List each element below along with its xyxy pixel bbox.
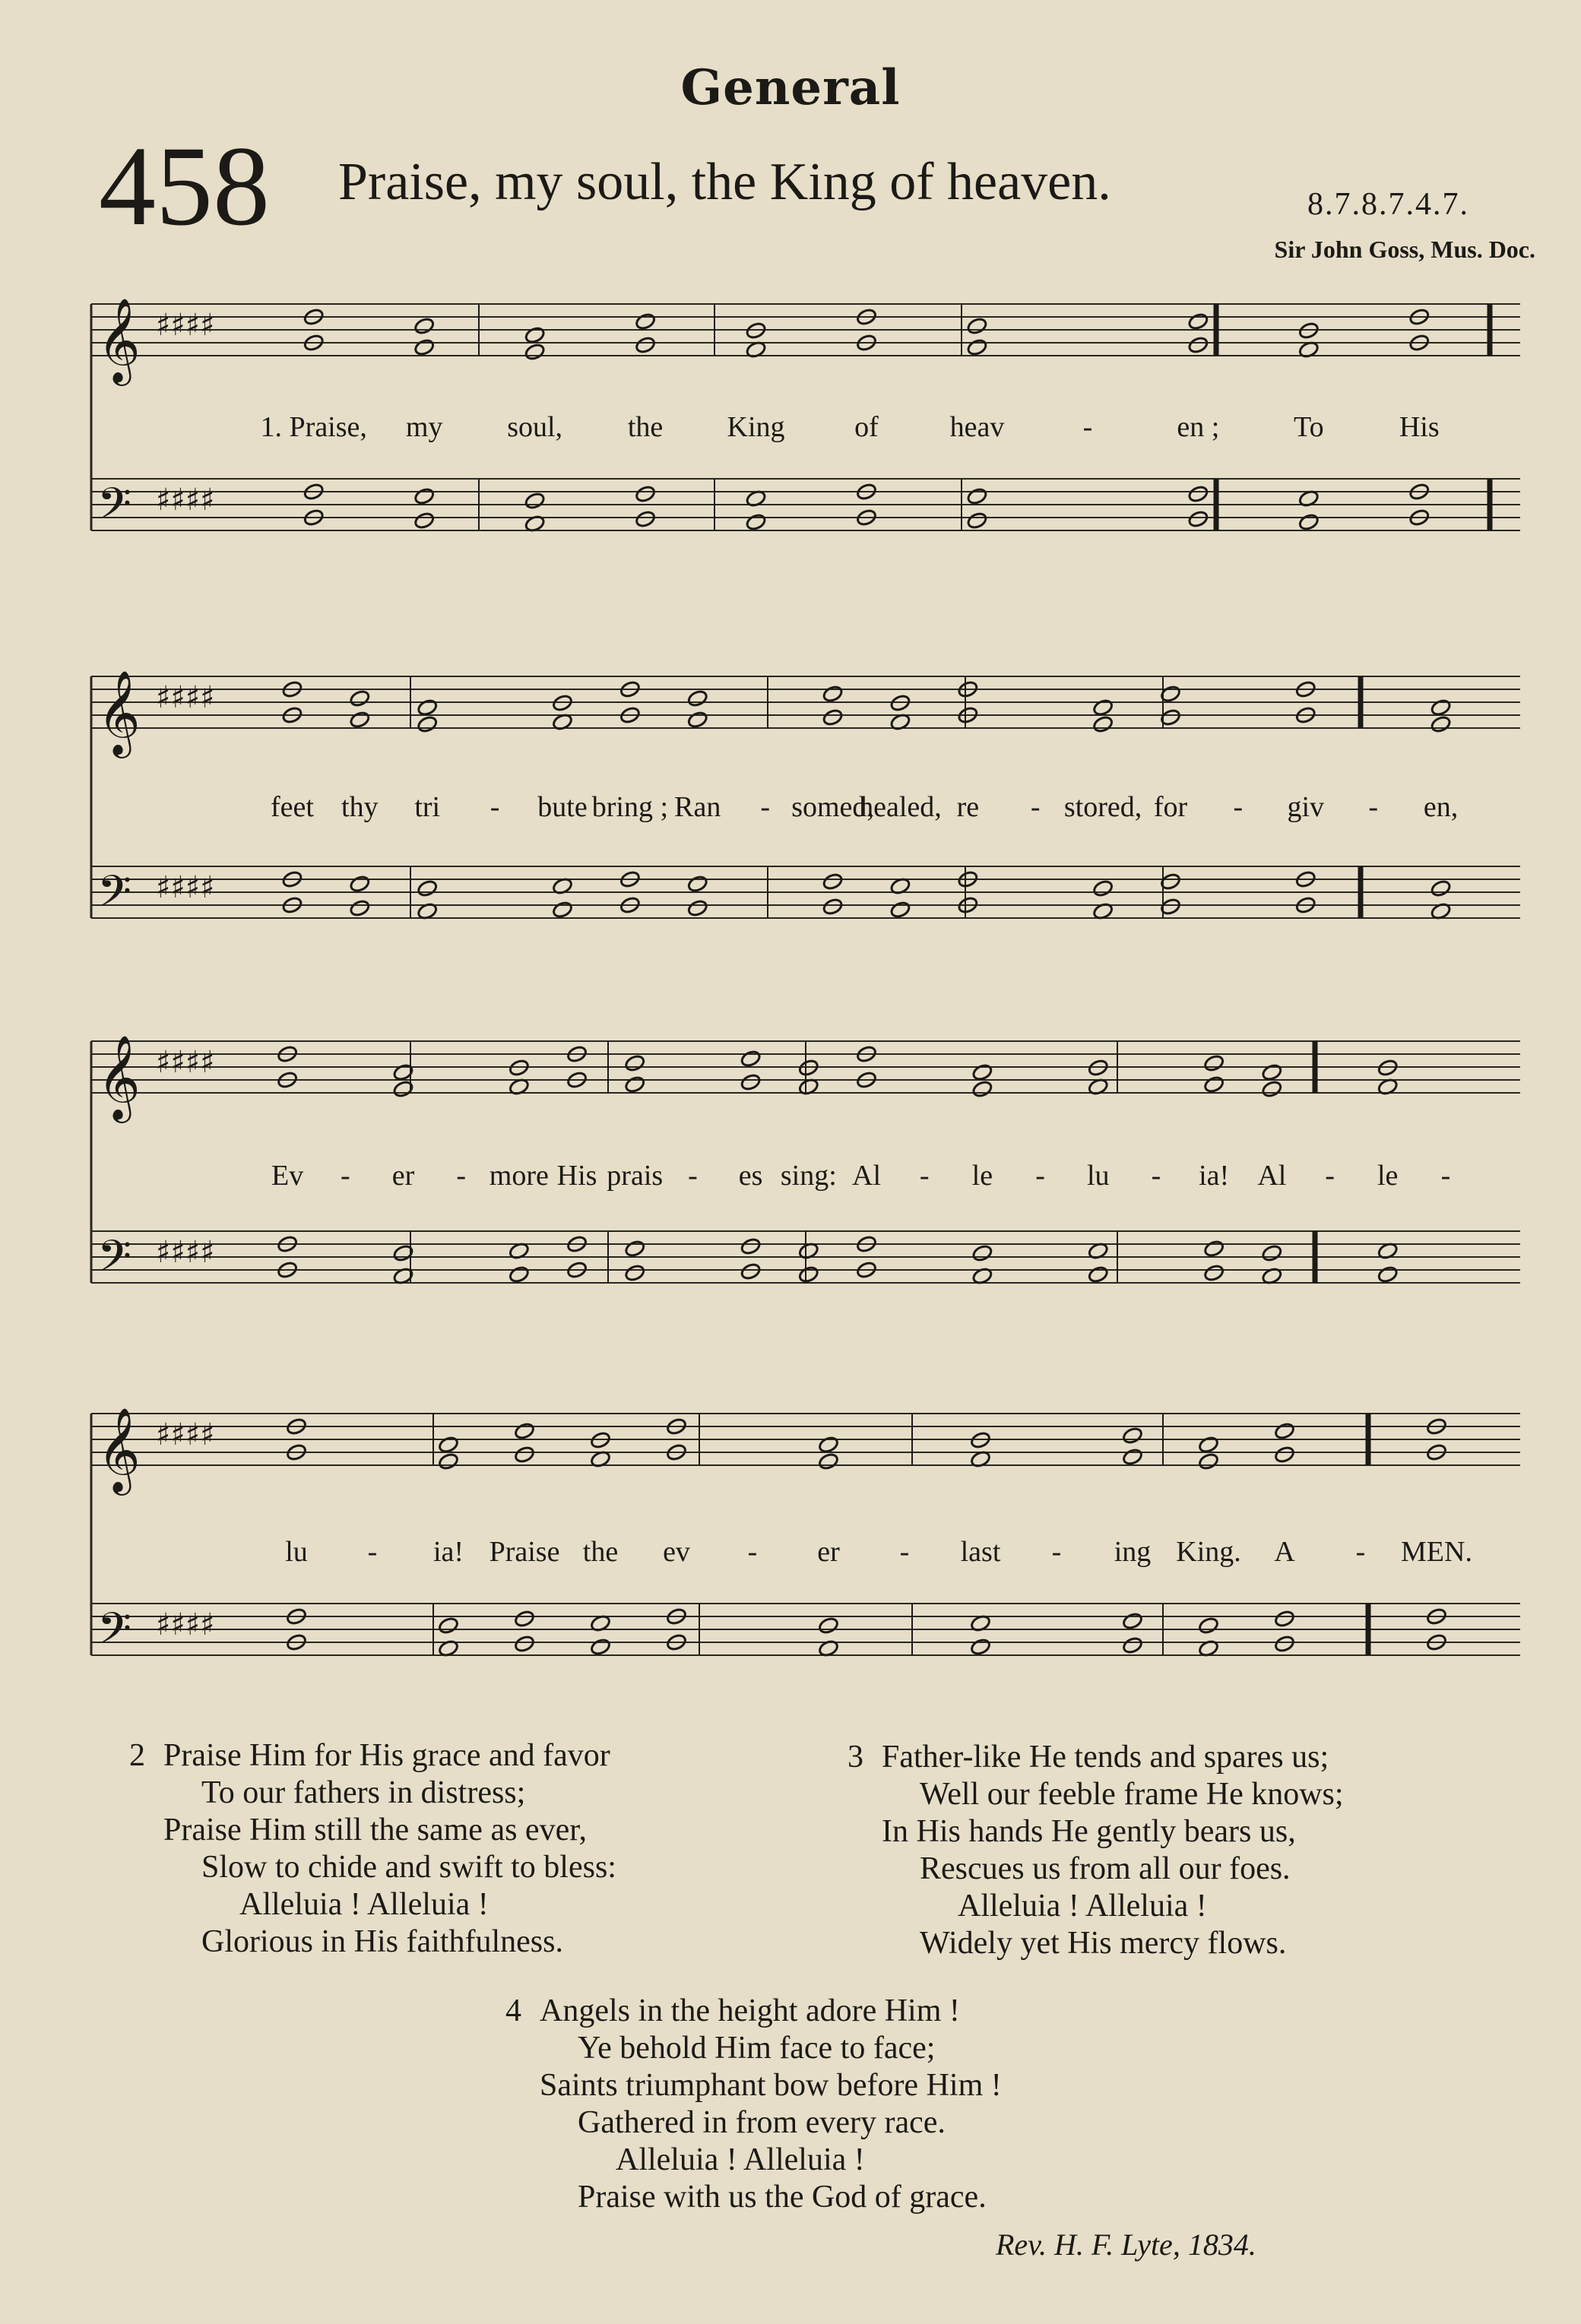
note-head <box>966 511 988 530</box>
stanza-line: To our fathers in distress; <box>201 1775 526 1810</box>
lyric-syllable: giv <box>1287 791 1325 823</box>
lyric-syllable: Al <box>1257 1160 1287 1192</box>
note-head <box>740 1262 762 1281</box>
lyric-syllable: the <box>582 1536 619 1568</box>
music-system-3 <box>84 1011 1528 1376</box>
note-head <box>1261 1063 1283 1082</box>
lyric-syllable: Ran <box>674 791 721 823</box>
grand-staff <box>84 1011 1528 1376</box>
lyric-syllable: - <box>456 1160 466 1192</box>
lyric-syllable: re <box>956 791 980 823</box>
bass-clef-icon: 𝄢 <box>97 1230 132 1293</box>
treble-clef-icon: 𝄞 <box>97 297 141 382</box>
lyric-syllable: ev <box>663 1536 690 1568</box>
note-head <box>1203 1054 1225 1073</box>
stanza-3 <box>848 1739 1344 1962</box>
note-head <box>1274 1610 1296 1629</box>
note-head <box>822 872 844 891</box>
lyric-syllable: - <box>1082 411 1093 443</box>
lyric-syllable: en, <box>1423 791 1459 823</box>
note-head <box>966 317 988 336</box>
lyric-syllable: last <box>960 1536 1001 1568</box>
note-head <box>971 1080 993 1099</box>
note-head <box>635 510 657 529</box>
note-head <box>1274 1635 1296 1654</box>
lyric-syllable: le <box>1377 1160 1399 1192</box>
note-head <box>349 689 371 708</box>
note-head <box>1261 1080 1283 1099</box>
stanza-line: Praise Him still the same as ever, <box>163 1813 588 1847</box>
note-head <box>1274 1445 1296 1464</box>
stanza-2 <box>129 1737 616 1961</box>
lyric-syllable: - <box>1368 791 1378 823</box>
note-head <box>1430 698 1452 717</box>
lyric-syllable: more <box>489 1160 549 1192</box>
lyric-syllable: - <box>1355 1536 1366 1568</box>
treble-clef-icon: 𝄞 <box>97 1407 141 1492</box>
note-head <box>740 1237 762 1256</box>
note-head <box>590 1638 612 1657</box>
note-head <box>687 899 709 918</box>
lyric-syllable: lu <box>285 1536 308 1568</box>
key-signature-icon: ♯♯♯♯ <box>156 1417 215 1452</box>
lyric-syllable: - <box>747 1536 758 1568</box>
lyric-syllable: King. <box>1176 1536 1241 1568</box>
lyric-syllable: healed, <box>859 791 942 823</box>
note-head <box>822 898 844 917</box>
key-signature-icon: ♯♯♯♯ <box>156 869 215 905</box>
stanza-line: Alleluia ! Alleluia ! <box>958 1889 1207 1923</box>
stanza-number: 2 <box>129 1738 145 1773</box>
note-head <box>1377 1265 1399 1284</box>
note-head <box>624 1075 646 1094</box>
lyric-syllable: His <box>1399 411 1440 443</box>
lyric-syllable: - <box>1151 1160 1161 1192</box>
music-system-1 <box>84 274 1528 600</box>
note-head <box>417 879 439 898</box>
note-head <box>1430 715 1452 734</box>
note-head <box>349 899 371 918</box>
lyric-syllable: Al <box>852 1160 881 1192</box>
note-head <box>822 708 844 727</box>
note-head <box>624 1240 646 1259</box>
note-head <box>514 1445 536 1464</box>
hymn-title: Praise, my soul, the King of heaven. <box>338 153 1111 211</box>
note-head <box>413 338 436 357</box>
note-head <box>635 312 657 331</box>
lyric-syllable: - <box>340 1160 350 1192</box>
note-head <box>740 1073 762 1092</box>
lyric-syllable: - <box>1233 791 1244 823</box>
lyric-syllable: - <box>760 791 770 823</box>
lyric-syllable: en ; <box>1177 411 1220 443</box>
key-signature-icon: ♯♯♯♯ <box>156 1607 215 1642</box>
note-head <box>1088 1265 1110 1284</box>
lyric-syllable: stored, <box>1063 791 1142 823</box>
note-head <box>624 1054 646 1073</box>
lyric-syllable: Praise <box>489 1536 560 1568</box>
key-signature-icon: ♯♯♯♯ <box>156 307 215 343</box>
lyric-syllable: - <box>1325 1160 1335 1192</box>
bass-clef-icon: 𝄢 <box>97 866 132 928</box>
note-head <box>417 698 439 717</box>
stanza-line: Ye behold Him face to face; <box>578 2031 936 2066</box>
stanza-line: Widely yet His mercy flows. <box>920 1926 1287 1961</box>
note-head <box>624 1264 646 1283</box>
lyric-syllable: thy <box>341 791 379 823</box>
section-title: General <box>680 59 901 116</box>
stanza-4 <box>505 1993 1002 2216</box>
lyric-syllable: sing: <box>780 1160 837 1192</box>
note-head <box>1187 312 1209 331</box>
bass-clef-icon: 𝄢 <box>97 478 132 540</box>
note-head <box>514 1422 536 1441</box>
lyric-syllable: - <box>490 791 500 823</box>
hymn-meter: 8.7.8.7.4.7. <box>1307 187 1469 222</box>
note-head <box>413 487 436 506</box>
lyric-syllable: of <box>854 411 879 443</box>
note-head <box>1122 1636 1144 1655</box>
lyric-syllable: for <box>1153 791 1188 823</box>
music-system-4 <box>84 1383 1528 1733</box>
note-head <box>1187 510 1209 529</box>
lyric-syllable: - <box>1030 791 1041 823</box>
stanza-line: Slow to chide and swift to bless: <box>201 1850 616 1885</box>
note-head <box>1203 1240 1225 1259</box>
lyric-syllable: - <box>899 1536 910 1568</box>
note-head <box>1430 879 1452 898</box>
note-head <box>438 1436 460 1455</box>
note-head <box>889 901 911 920</box>
lyric-syllable: A <box>1274 1536 1295 1568</box>
note-head <box>798 1265 820 1284</box>
note-head <box>438 1452 460 1471</box>
lyric-syllable: tri <box>414 791 441 823</box>
hymn-number: 458 <box>99 123 270 249</box>
stanza-line: Saints triumphant bow before Him ! <box>540 2068 1002 2103</box>
note-head <box>413 317 436 336</box>
note-head <box>1092 698 1114 717</box>
note-head <box>1122 1448 1144 1467</box>
lyric-syllable: bring ; <box>591 791 669 823</box>
note-head <box>349 875 371 894</box>
note-head <box>509 1265 531 1284</box>
note-head <box>818 1436 840 1455</box>
stanza-line: Praise Him for His grace and favor <box>163 1738 610 1773</box>
stanza-number: 3 <box>848 1740 863 1775</box>
lyric-syllable: His <box>556 1160 597 1192</box>
note-head <box>635 336 657 355</box>
note-head <box>524 343 546 362</box>
note-head <box>349 711 371 730</box>
note-head <box>687 875 709 894</box>
lyric-syllable: - <box>1051 1536 1062 1568</box>
note-head <box>1198 1436 1220 1455</box>
lyric-syllable: King <box>727 411 785 443</box>
note-head <box>818 1452 840 1471</box>
note-head <box>417 715 439 734</box>
note-head <box>413 511 436 530</box>
lyric-syllable: er <box>391 1160 415 1192</box>
note-head <box>1274 1422 1296 1441</box>
key-signature-icon: ♯♯♯♯ <box>156 1234 215 1270</box>
note-head <box>514 1635 536 1654</box>
stanza-number: 4 <box>505 1993 521 2028</box>
lyric-syllable: my <box>405 411 443 443</box>
stanza-line: Alleluia ! Alleluia ! <box>616 2142 865 2177</box>
lyric-syllable: - <box>688 1160 698 1192</box>
lyric-syllable: the <box>627 411 664 443</box>
note-head <box>971 1063 993 1082</box>
note-head <box>1092 715 1114 734</box>
note-head <box>635 485 657 504</box>
note-head <box>687 711 709 730</box>
treble-clef-icon: 𝄞 <box>97 1034 141 1119</box>
stanza-line: Praise with us the God of grace. <box>578 2180 987 2215</box>
note-head <box>687 689 709 708</box>
note-head <box>1122 1612 1144 1631</box>
note-head <box>966 487 988 506</box>
lyric-syllable: heav <box>949 411 1005 443</box>
lyric-syllable: ia! <box>1199 1160 1230 1192</box>
note-head <box>740 1050 762 1069</box>
lyric-syllable: ia! <box>432 1536 464 1568</box>
lyric-syllable: somed, <box>791 791 874 823</box>
stanza-line: Father-like He tends and spares us; <box>882 1740 1329 1775</box>
note-head <box>514 1610 536 1629</box>
key-signature-icon: ♯♯♯♯ <box>156 1044 215 1080</box>
note-head <box>1203 1075 1225 1094</box>
note-head <box>1092 879 1114 898</box>
note-head <box>745 513 767 532</box>
lyric-syllable: 1. Praise, <box>260 411 367 443</box>
bass-clef-icon: 𝄢 <box>97 1603 132 1665</box>
note-head <box>966 338 988 357</box>
note-head <box>818 1616 840 1635</box>
lyric-syllable: feet <box>270 791 314 823</box>
key-signature-icon: ♯♯♯♯ <box>156 679 215 715</box>
note-head <box>971 1244 993 1263</box>
composer-credit: Sir John Goss, Mus. Doc. <box>1274 236 1535 263</box>
lyric-syllable: To <box>1294 411 1324 443</box>
treble-clef-icon: 𝄞 <box>97 670 141 755</box>
lyric-syllable: - <box>367 1536 378 1568</box>
note-head <box>1122 1426 1144 1445</box>
lyric-syllable: - <box>1035 1160 1045 1192</box>
note-head <box>1298 513 1320 532</box>
note-head <box>1198 1452 1220 1471</box>
stanza-line: Gathered in from every race. <box>578 2105 946 2140</box>
stanza-line: Angels in the height adore Him ! <box>540 1993 960 2028</box>
lyric-syllable: MEN. <box>1401 1536 1472 1568</box>
note-head <box>524 326 546 345</box>
lyric-syllable: soul, <box>507 411 563 443</box>
lyric-syllable: bute <box>537 791 588 823</box>
stanza-line: In His hands He gently bears us, <box>882 1814 1296 1849</box>
note-head <box>1187 485 1209 504</box>
lyric-syllable: er <box>817 1536 840 1568</box>
note-head <box>970 1638 992 1657</box>
lyric-syllable: Ev <box>271 1160 304 1192</box>
stanza-line: Well our feeble frame He knows; <box>920 1777 1344 1812</box>
note-head <box>1203 1264 1225 1283</box>
stanza-line: Rescues us from all our foes. <box>920 1851 1291 1886</box>
lyric-syllable: es <box>738 1160 763 1192</box>
note-head <box>438 1616 460 1635</box>
note-head <box>1198 1616 1220 1635</box>
key-signature-icon: ♯♯♯♯ <box>156 482 215 518</box>
lyric-syllable: ing <box>1114 1536 1152 1568</box>
note-head <box>552 901 574 920</box>
lyric-syllable: - <box>919 1160 930 1192</box>
note-head <box>524 492 546 511</box>
music-system-2 <box>84 638 1528 1003</box>
stanza-line: Glorious in His faithfulness. <box>201 1924 563 1959</box>
lyric-syllable: le <box>971 1160 993 1192</box>
author-credit: Rev. H. F. Lyte, 1834. <box>996 2227 1256 2262</box>
lyric-syllable: - <box>1440 1160 1451 1192</box>
note-head <box>822 685 844 704</box>
stanza-line: Alleluia ! Alleluia ! <box>239 1887 489 1922</box>
note-head <box>1261 1244 1283 1263</box>
lyric-syllable: prais <box>607 1160 664 1192</box>
note-head <box>1187 336 1209 355</box>
lyric-syllable: lu <box>1086 1160 1110 1192</box>
